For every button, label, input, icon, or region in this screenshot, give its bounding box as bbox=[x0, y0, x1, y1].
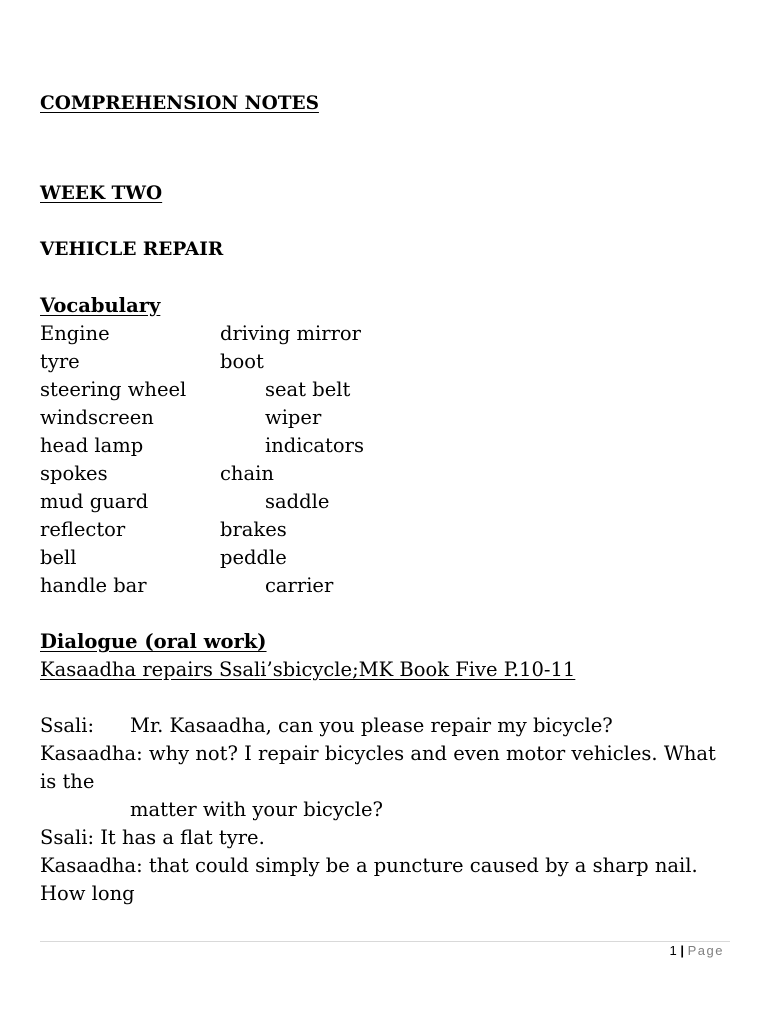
page-number: 1 bbox=[669, 943, 677, 958]
vocab-left: reflector bbox=[40, 518, 126, 541]
vocab-left: Engine bbox=[40, 322, 110, 345]
vocab-left: handle bar bbox=[40, 574, 147, 597]
vocab-left: mud guard bbox=[40, 490, 149, 513]
vocab-row bbox=[40, 376, 351, 404]
vocab-left: head lamp bbox=[40, 434, 144, 457]
vocab-right: chain bbox=[220, 462, 274, 485]
vocab-left: tyre bbox=[40, 350, 80, 373]
vocab-left: bell bbox=[40, 546, 77, 569]
vocab-right: wiper bbox=[265, 406, 322, 429]
dialogue-line bbox=[40, 712, 613, 740]
vocab-row bbox=[40, 488, 330, 516]
week-heading: WEEK TWO bbox=[40, 183, 163, 204]
vocab-row bbox=[40, 572, 334, 600]
speech: Mr. Kasaadha, can you please repair my bicycle? bbox=[130, 714, 613, 737]
vocab-left: windscreen bbox=[40, 406, 154, 429]
dialogue-line: Kasaadha: that could simply be a puncture caused by a sharp nail. bbox=[40, 854, 698, 877]
vocab-left: steering wheel bbox=[40, 378, 187, 401]
dialogue-line: is the bbox=[40, 770, 95, 793]
speaker: Ssali: bbox=[40, 714, 95, 737]
dialogue-heading: Dialogue (oral work) bbox=[40, 630, 267, 653]
footer-separator: | bbox=[680, 943, 684, 958]
vocab-row bbox=[40, 544, 287, 572]
vocab-right: brakes bbox=[220, 518, 287, 541]
page-title: COMPREHENSION NOTES bbox=[40, 93, 319, 114]
vocab-right: seat belt bbox=[265, 378, 351, 401]
dialogue-line: Ssali: It has a flat tyre. bbox=[40, 826, 265, 849]
dialogue-line: Kasaadha: why not? I repair bicycles and even motor vehicles. What bbox=[40, 742, 716, 765]
vocab-row bbox=[40, 348, 264, 376]
page-word: Page bbox=[687, 943, 724, 958]
vocab-row bbox=[40, 516, 287, 544]
dialogue-line: matter with your bicycle? bbox=[130, 798, 384, 821]
dialogue-reference: Kasaadha repairs Ssali’sbicycle;MK Book Five P.10-11 bbox=[40, 658, 576, 681]
page-footer bbox=[670, 941, 725, 961]
vocab-right: indicators bbox=[265, 434, 364, 457]
vocab-row bbox=[40, 320, 361, 348]
vocab-right: saddle bbox=[265, 490, 330, 513]
vocab-row bbox=[40, 460, 274, 488]
vocab-right: peddle bbox=[220, 546, 287, 569]
vocab-row bbox=[40, 432, 364, 460]
vocab-right: driving mirror bbox=[220, 322, 361, 345]
vocab-left: spokes bbox=[40, 462, 108, 485]
vocabulary-heading: Vocabulary bbox=[40, 294, 161, 317]
vocab-row bbox=[40, 404, 322, 432]
dialogue-line: How long bbox=[40, 882, 135, 905]
footer-rule bbox=[40, 941, 730, 942]
topic-heading: VEHICLE REPAIR bbox=[40, 239, 224, 260]
vocab-right: carrier bbox=[265, 574, 334, 597]
vocab-right: boot bbox=[220, 350, 264, 373]
